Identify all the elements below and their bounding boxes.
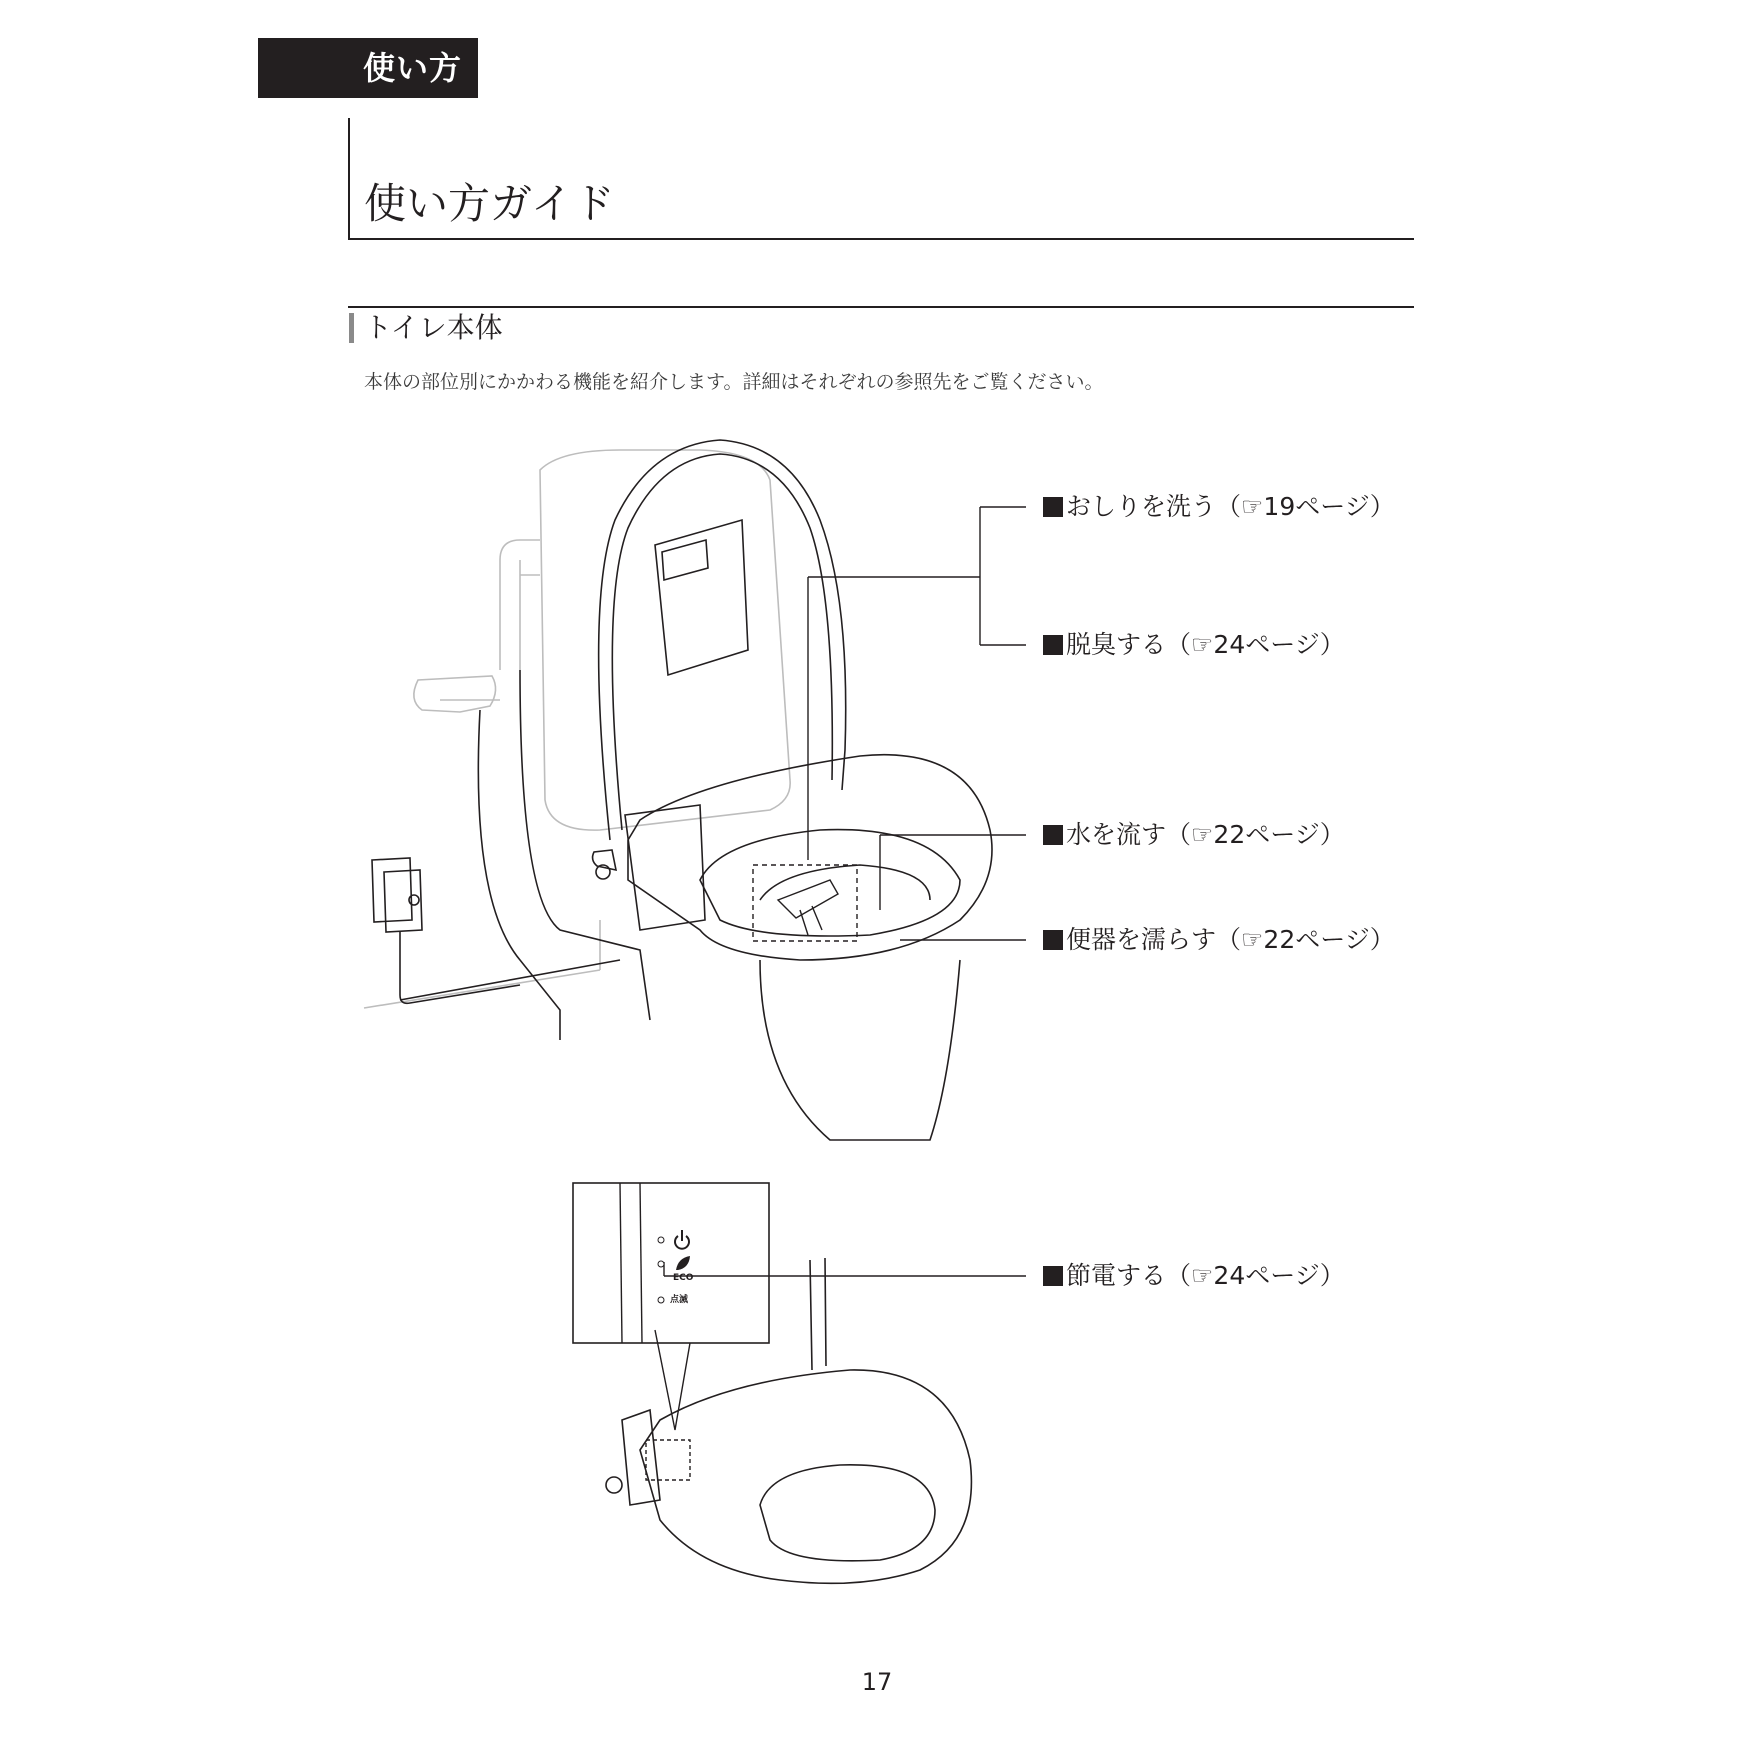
callout-power-save-label: 節電する（☞24ページ） bbox=[1066, 1261, 1345, 1290]
blink-label: 点滅 bbox=[670, 1295, 689, 1305]
valve-fitting bbox=[593, 850, 616, 870]
page-title: 使い方ガイド bbox=[364, 179, 615, 228]
callout-bullet bbox=[1043, 1266, 1063, 1286]
stop-valve bbox=[414, 676, 496, 712]
seat-outline bbox=[628, 755, 992, 960]
callout-wet-bowl-label: 便器を濡らす（☞22ページ） bbox=[1066, 925, 1395, 954]
callout-bullet bbox=[1043, 497, 1063, 517]
water-pipe bbox=[500, 540, 540, 670]
callout-wet-bowl bbox=[1043, 923, 1395, 957]
section-tab-label: 使い方 bbox=[258, 38, 478, 98]
callout-bullet bbox=[1043, 825, 1063, 845]
nozzle-dashed-box bbox=[753, 865, 857, 941]
callout-wash bbox=[1043, 490, 1395, 524]
callout-deodorize-label: 脱臭する（☞24ページ） bbox=[1066, 630, 1345, 659]
bowl-outline bbox=[760, 960, 960, 1140]
callout-bullet bbox=[1043, 930, 1063, 950]
callout-flush bbox=[1043, 818, 1345, 852]
eco-label: ECO bbox=[673, 1273, 694, 1283]
callout-flush-label: 水を流す（☞22ページ） bbox=[1066, 820, 1345, 849]
callout-wash-label: おしりを洗う（☞19ページ） bbox=[1066, 492, 1395, 521]
callout-bullet bbox=[1043, 635, 1063, 655]
nozzle bbox=[778, 880, 838, 918]
callout-deodorize bbox=[1043, 628, 1345, 662]
wall-outlet bbox=[372, 858, 412, 922]
power-plug bbox=[384, 870, 422, 932]
page-number: 17 bbox=[861, 1668, 893, 1696]
lid-label-plate bbox=[655, 520, 748, 675]
section-intro: 本体の部位別にかかわる機能を紹介します。詳細はそれぞれの参照先をご覧ください。 bbox=[364, 371, 1104, 393]
control-panel-closeup bbox=[573, 1183, 769, 1343]
panel-dashed-box bbox=[646, 1440, 690, 1480]
callout-power-save bbox=[1043, 1259, 1345, 1293]
section-title: トイレ本体 bbox=[364, 311, 503, 344]
